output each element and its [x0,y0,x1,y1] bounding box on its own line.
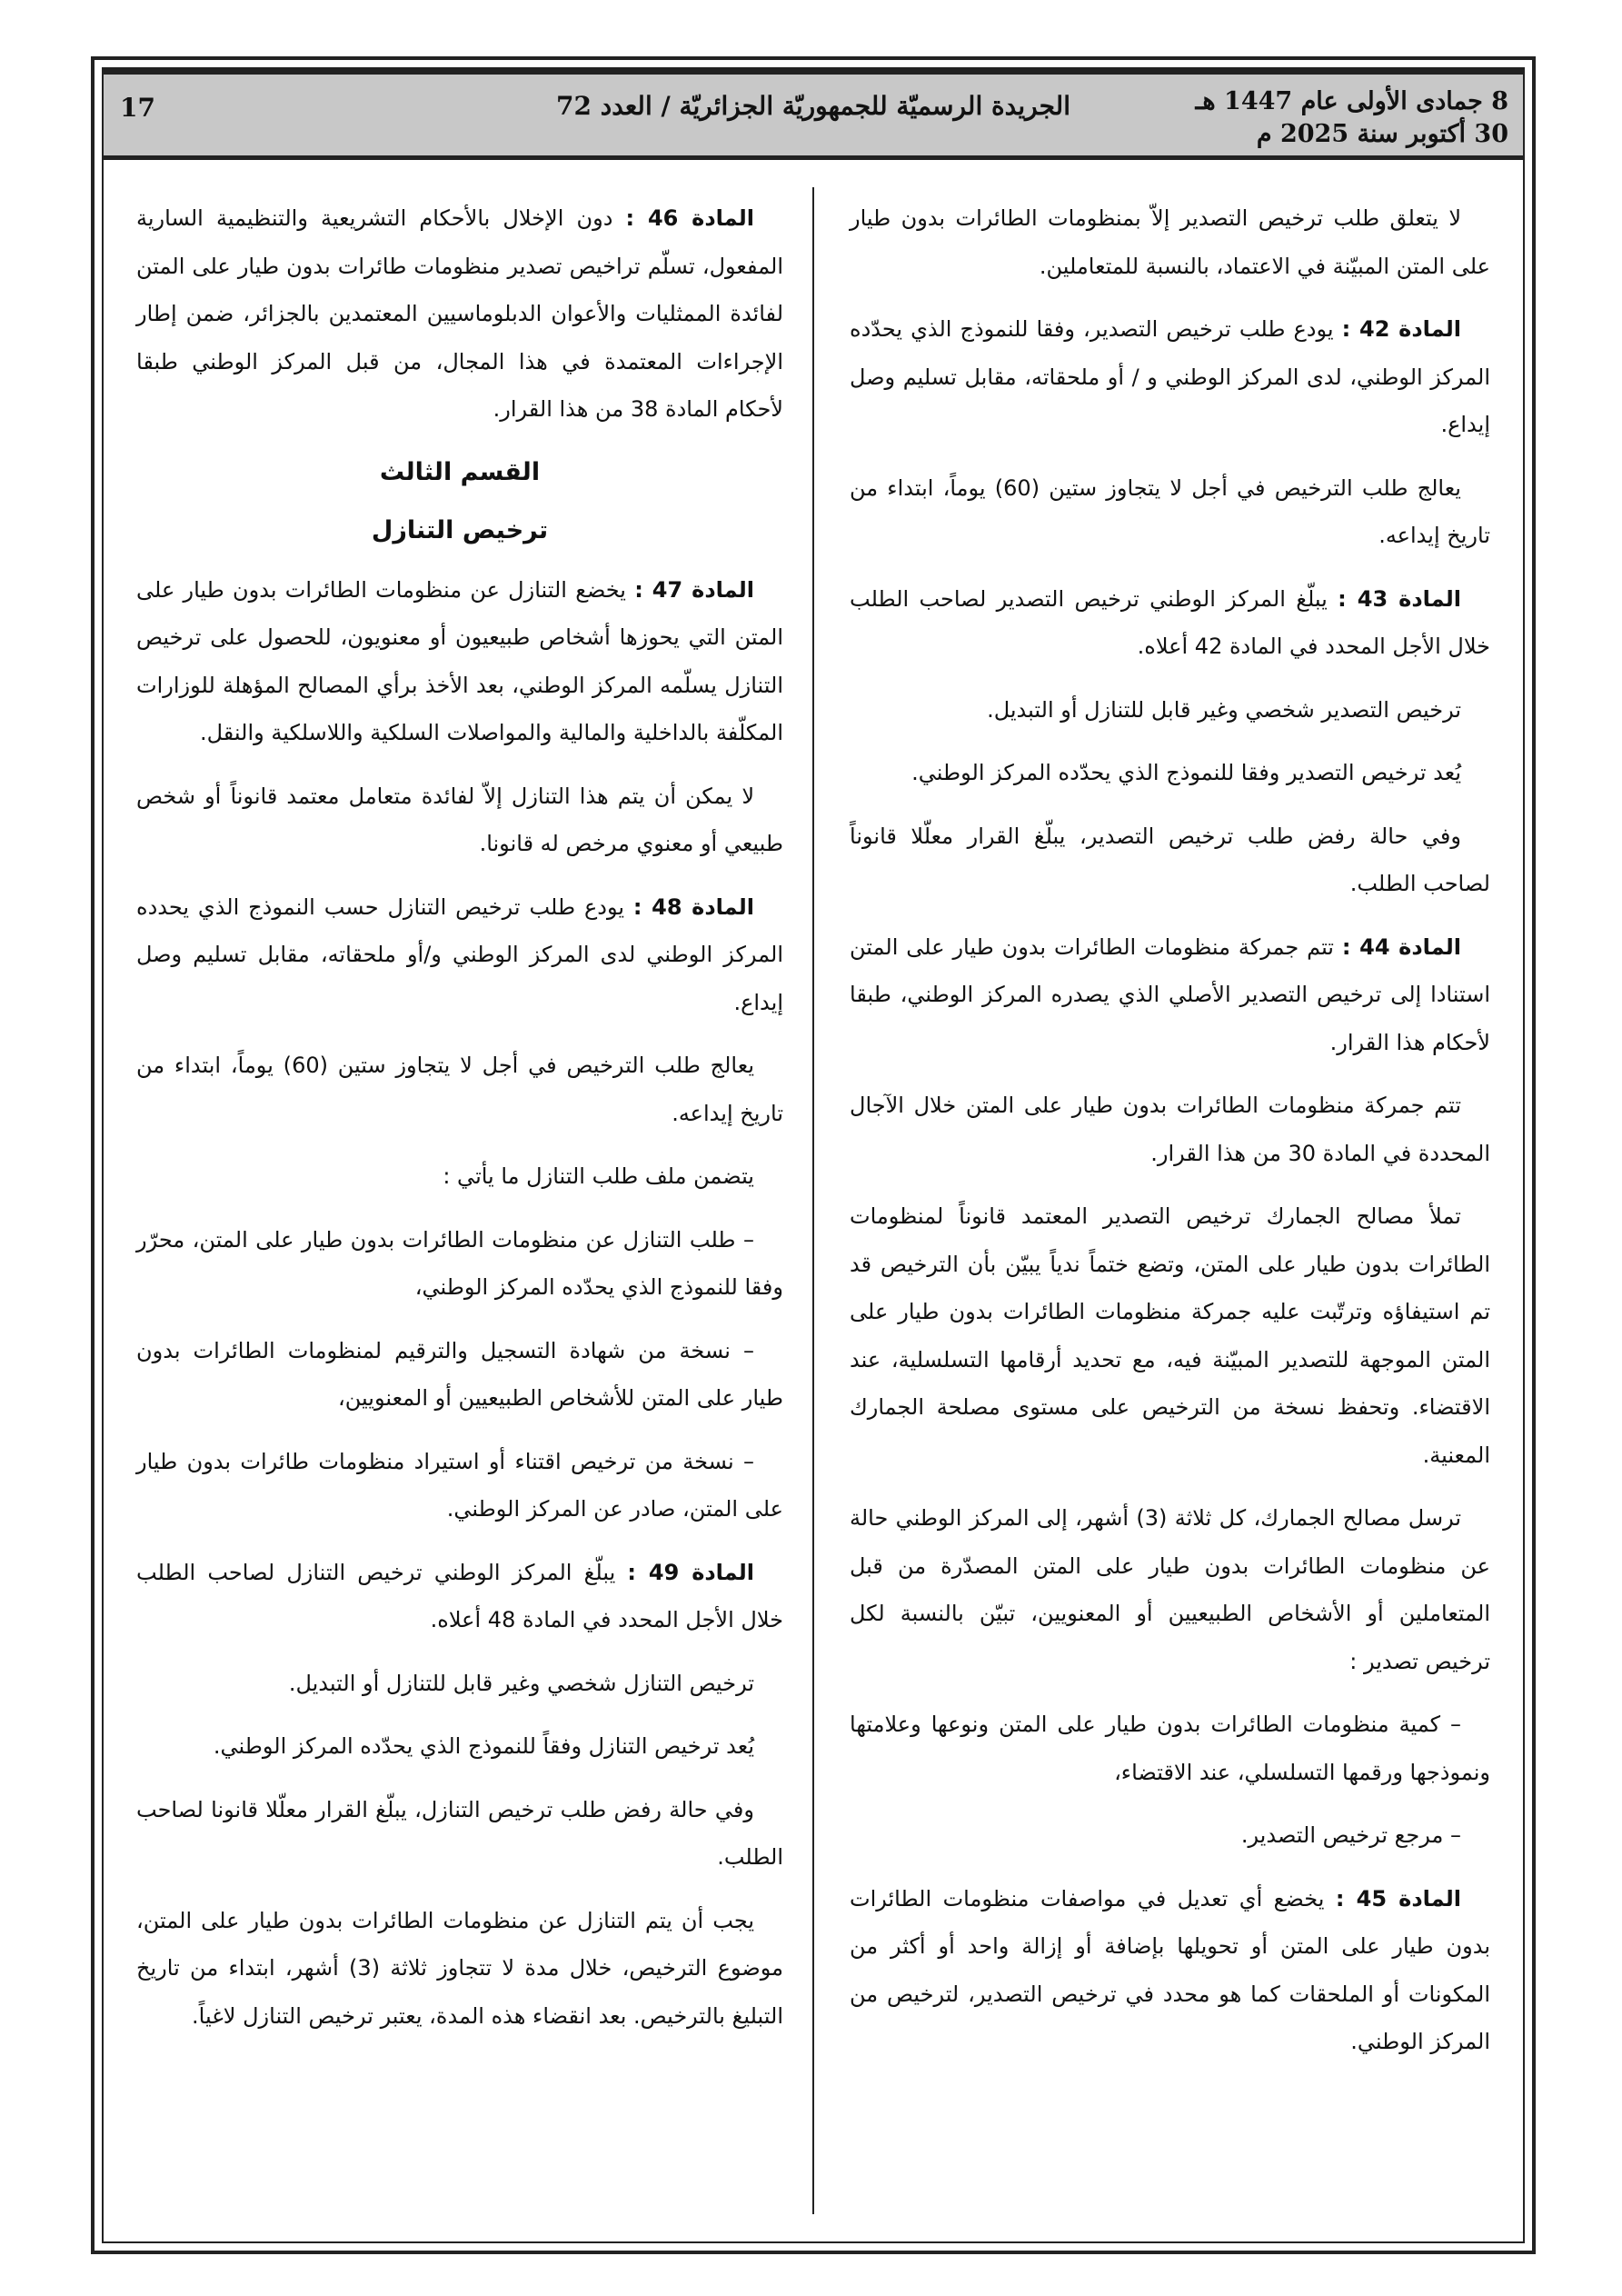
paragraph [136,1438,783,1533]
gazette-header [104,69,1523,160]
paragraph [136,1549,783,1644]
paragraph [850,923,1490,1067]
paragraph [136,1153,783,1201]
paragraph-text: يبلّغ المركز الوطني ترخيص التنازل لصاحب الطلب خلال الأجل المحدد في المادة 48 أعلاه. [136,1559,783,1632]
paragraph [136,1786,783,1882]
paragraph [850,1701,1490,1796]
paragraph [850,1082,1490,1177]
paragraph [850,305,1490,449]
article-label: المادة 47 : [634,576,754,603]
paragraph [850,749,1490,797]
paragraph [136,566,783,757]
paragraph [136,883,783,1027]
paragraph [850,575,1490,671]
paragraph-text: دون الإخلال بالأحكام التشريعية والتنظيمية السارية المفعول، تسلّم تراخيص تصدير منظومات طائرات بدون طيار على المتن لفائدة الممثليات والأعوان الدبلوماسيين المعتمدين بالجزائر، ضمن إطار الإجراءات المعتمدة في هذا المجال، من قبل المركز الوطني طبقا لأحكام المادة 38 من هذا القرار. [136,205,783,422]
paragraph-text: يخضع التنازل عن منظومات الطائرات بدون طيار على المتن التي يحوزها أشخاص طبيعيون أو معنويون، للحصول على ترخيص التنازل يسلّمه المركز الوطني، بعد الأخذ برأي المصالح المؤهلة للوزارات المكلّفة بالداخلية والمالية والمواصلات السلكية واللاسلكية والنقل. [136,576,783,745]
paragraph-text: يجب أن يتم التنازل عن منظومات الطائرات بدون طيار على المتن، موضوع الترخيص، خلال مدة لا تتجاوز ثلاثة (3) أشهر، ابتداء من تاريخ التبليغ بالترخيص. بعد انقضاء هذه المدة، يعتبر ترخيص التنازل لاغياً. [136,1907,783,2029]
article-label: المادة 43 : [1338,585,1462,612]
hijri-date: 8 جمادى الأولى عام 1447 هـ [1195,87,1508,115]
paragraph [136,195,783,434]
section-heading: ترخيص التنازل [371,516,549,544]
paragraph [136,1216,783,1312]
paragraph [850,686,1490,734]
paragraph-text: ترسل مصالح الجمارك، كل ثلاثة (3) أشهر، إلى المركز الوطني حالة عن منظومات الطائرات بدون طيار على المتن المصدّرة من قبل المتعاملين أو الأشخاص الطبيعيين أو المعنويين، تبيّن بالنسبة لكل ترخيص تصدير : [850,1505,1490,1674]
paragraph [850,195,1490,290]
article-label: المادة 48 : [632,893,754,920]
paragraph-text: ترخيص التنازل شخصي وغير قابل للتنازل أو التبديل. [288,1670,754,1696]
paragraph-text: يودع طلب ترخيص التصدير، وفقا للنموذج الذي يحدّده المركز الوطني، لدى المركز الوطني و / أو ملحقاته، مقابل تسليم وصل إيداع. [850,316,1490,437]
article-label: المادة 44 : [1341,933,1462,960]
page-border [102,67,1525,2243]
paragraph-text: يعالج طلب الترخيص في أجل لا يتجاوز ستين (60) يوماً، ابتداء من تاريخ إيداعه. [136,1053,783,1126]
article-label: المادة 49 : [627,1559,755,1585]
article-label: المادة 42 : [1341,316,1462,342]
article-label: المادة 46 : [625,205,755,231]
paragraph-text: تتم جمركة منظومات الطائرات بدون طيار على المتن خلال الآجال المحددة في المادة 30 من هذا القرار. [850,1093,1490,1166]
paragraph-text: يُعد ترخيص التنازل وفقاً للنموذج الذي يحدّده المركز الوطني. [213,1733,754,1759]
paragraph [136,1660,783,1708]
paragraph-text: – نسخة من شهادة التسجيل والترقيم لمنظومات الطائرات بدون طيار على المتن للأشخاص الطبيعيين أو المعنويين، [136,1337,783,1411]
paragraph-text: لا يتعلق طلب ترخيص التصدير إلاّ بمنظومات الطائرات بدون طيار على المتن المبيّنة في الاعتماد، بالنسبة للمتعاملين. [850,205,1490,279]
paragraph-text: يبلّغ المركز الوطني ترخيص التصدير لصاحب الطلب خلال الأجل المحدد في المادة 42 أعلاه. [850,585,1490,659]
paragraph [136,773,783,868]
paragraph-text: يتضمن ملف طلب التنازل ما يأتي : [443,1163,754,1189]
page-number: 17 [120,93,155,123]
paragraph [850,1875,1490,2066]
paragraph-text: – نسخة من ترخيص اقتناء أو استيراد منظومات طائرات بدون طيار على المتن، صادر عن المركز الوطني. [136,1448,783,1522]
paragraph-text: – مرجع ترخيص التصدير. [1240,1822,1461,1848]
article-label: المادة 45 : [1335,1885,1462,1912]
paragraph [850,1494,1490,1685]
right-column [850,195,1490,2081]
paragraph [136,1722,783,1771]
paragraph-text: – كمية منظومات الطائرات بدون طيار على المتن ونوعها وعلامتها ونموذجها ورقمها التسلسلي، عند الاقتضاء، [850,1712,1490,1785]
paragraph-text: يودع طلب ترخيص التنازل حسب النموذج الذي يحدده المركز الوطني لدى المركز الوطني و/أو ملحقاته، مقابل تسليم وصل إيداع. [136,893,783,1015]
left-column [136,195,783,2055]
paragraph-text: تملأ مصالح الجمارك ترخيص التصدير المعتمد قانوناً لمنظومات الطائرات بدون طيار على المتن، وتضع ختماً ندياً يبيّن بأن الترخيص قد تم استيفاؤه وترتّبت عليه جمركة منظومات الطائرات بدون طيار على المتن الموجهة للتصدير المبيّنة فيه، مع تحديد أرقامها التسلسلية، عند الاقتضاء. وتحفظ نسخة من الترخيص على مستوى مصلحة الجمارك المعنية. [850,1203,1490,1468]
paragraph [136,1897,783,2041]
paragraph-text: – طلب التنازل عن منظومات الطائرات بدون طيار على المتن، محرّر وفقا للنموذج الذي يحدّده المركز الوطني، [136,1226,783,1300]
paragraph-text: تتم جمركة منظومات الطائرات بدون طيار على المتن استنادا إلى ترخيص التصدير الأصلي الذي يصدره المركز الوطني، طبقا لأحكام هذا القرار. [850,933,1490,1055]
paragraph [136,1327,783,1423]
paragraph-text: لا يمكن أن يتم هذا التنازل إلاّ لفائدة متعامل معتمد قانوناً أو شخص طبيعي أو معنوي مرخص له قانونا. [136,783,783,856]
paragraph-text: وفي حالة رفض طلب ترخيص التنازل، يبلّغ القرار معلّلا قانونا لصاحب الطلب. [136,1796,783,1870]
gregorian-date: 30 أكتوبر سنة 2025 م [1256,120,1508,148]
gazette-title: الجريدة الرسميّة للجمهوريّة الجزائريّة / العدد 72 [556,91,1070,121]
paragraph-text: وفي حالة رفض طلب ترخيص التصدير، يبلّغ القرار معلّلا قانوناً لصاحب الطلب. [850,823,1490,896]
paragraph-text: يخضع أي تعديل في مواصفات منظومات الطائرات بدون طيار على المتن أو تحويلها بإضافة أو إزالة واحد أو أكثر من المكونات أو الملحقات كما هو محدد في ترخيص التصدير، لترخيص من المركز الوطني. [850,1885,1490,2054]
paragraph [850,464,1490,560]
paragraph [850,813,1490,908]
paragraph [136,1042,783,1137]
paragraph-text: ترخيص التصدير شخصي وغير قابل للتنازل أو التبديل. [987,696,1461,723]
column-divider [812,187,814,2214]
paragraph [850,1193,1490,1479]
section-heading: القسم الثالث [379,457,541,486]
page-frame [91,56,1536,2254]
paragraph-text: يُعد ترخيص التصدير وفقا للنموذج الذي يحدّده المركز الوطني. [911,760,1461,785]
paragraph-text: يعالج طلب الترخيص في أجل لا يتجاوز ستين (60) يوماً، ابتداء من تاريخ إيداعه. [850,474,1490,548]
paragraph [850,1812,1490,1860]
header-date [1195,85,1508,151]
